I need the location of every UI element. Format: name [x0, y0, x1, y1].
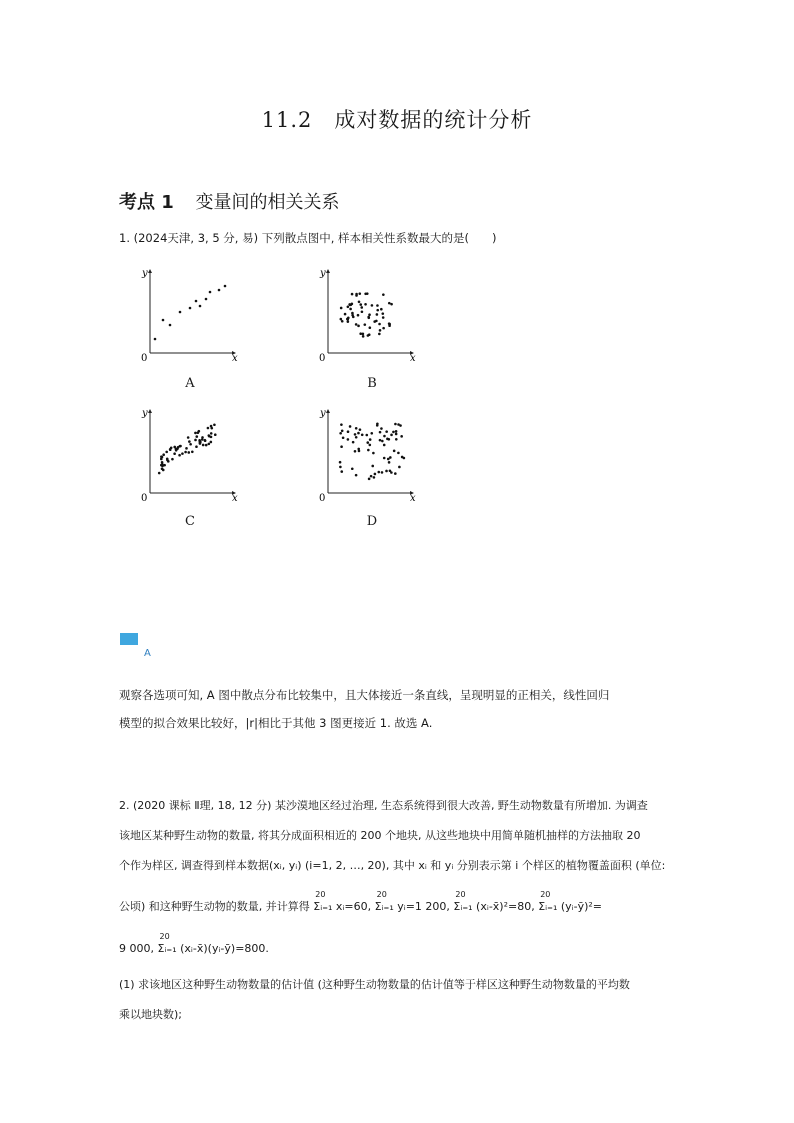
scatter-point-b — [382, 316, 385, 319]
scatter-plot-b — [318, 265, 418, 365]
scatter-point-d — [352, 441, 355, 444]
scatter-point-b — [340, 307, 343, 310]
sum-x-text: Σᵢ₌₁ xᵢ=60, — [313, 900, 372, 913]
scatter-point-d — [385, 470, 388, 473]
scatter-point-c — [189, 443, 192, 446]
section-heading — [119, 188, 340, 214]
scatter-point-d — [397, 452, 400, 455]
scatter-point-d — [347, 430, 350, 433]
scatter-point-c — [210, 425, 213, 428]
scatter-point-d — [385, 430, 388, 433]
scatter-point-d — [395, 433, 398, 436]
scatter-point-c — [214, 433, 217, 436]
scatter-point-c — [188, 440, 191, 443]
scatter-point-d — [366, 441, 369, 444]
scatter-point-b — [355, 293, 358, 296]
scatter-point-d — [367, 449, 370, 452]
scatter-point-d — [389, 456, 392, 459]
page-title: 11.2 成对数据的统计分析 — [261, 108, 533, 132]
scatter-point-a — [218, 289, 221, 292]
scatter-point-c — [195, 435, 198, 438]
scatter-point-d — [380, 427, 383, 430]
scatter-point-d — [388, 438, 391, 441]
y-axis-label-b: y — [320, 268, 326, 279]
scatter-point-b — [371, 304, 374, 307]
scatter-point-b — [373, 320, 376, 323]
scatter-point-c — [207, 434, 210, 437]
y-arrow-b — [326, 269, 330, 273]
scatter-point-c — [199, 442, 202, 445]
scatter-point-b — [388, 302, 391, 305]
scatter-point-c — [158, 472, 161, 475]
scatter-point-c — [177, 446, 180, 449]
plot-label-b: B — [367, 376, 377, 391]
answer-key: A — [144, 648, 151, 659]
scatter-point-d — [361, 433, 364, 436]
x-axis-label-c: x — [232, 493, 238, 504]
scatter-point-c — [198, 430, 201, 433]
x-axis-label-b: x — [410, 353, 416, 364]
q2-sub1-line-2: 乘以地块数); — [119, 1008, 182, 1021]
y-axis-label-d: y — [320, 408, 326, 419]
scatter-point-d — [368, 478, 371, 481]
scatter-point-c — [210, 432, 213, 435]
scatter-point-c — [173, 452, 176, 455]
sum-xx — [453, 890, 535, 914]
scatter-point-d — [395, 438, 398, 441]
scatter-point-d — [383, 457, 386, 460]
scatter-point-b — [382, 327, 385, 330]
scatter-point-d — [376, 423, 379, 426]
scatter-point-b — [341, 320, 344, 323]
scatter-point-c — [205, 444, 208, 447]
scatter-point-d — [340, 470, 343, 473]
scatter-plot-c — [140, 405, 240, 505]
scatter-point-b — [369, 326, 372, 329]
sum-top-3: 20 — [455, 890, 466, 899]
scatter-point-d — [355, 474, 358, 477]
sum-top-4: 20 — [540, 890, 551, 899]
scatter-point-c — [185, 447, 188, 450]
scatter-point-b — [347, 317, 350, 320]
scatter-point-b — [340, 318, 343, 321]
scatter-point-d — [354, 450, 357, 453]
y-axis-label-c: y — [142, 408, 148, 419]
scatter-point-c — [198, 439, 201, 442]
scatter-point-a — [224, 285, 227, 288]
scatter-point-b — [358, 300, 361, 303]
scatter-point-b — [358, 292, 361, 295]
scatter-point-c — [201, 438, 204, 441]
scatter-point-c — [169, 448, 172, 451]
origin-label-a: 0 — [141, 353, 148, 364]
scatter-point-c — [210, 436, 213, 439]
scatter-point-d — [393, 450, 396, 453]
scatter-point-d — [377, 471, 380, 474]
scatter-point-b — [381, 312, 384, 315]
scatter-point-d — [347, 438, 350, 441]
scatter-point-c — [194, 439, 197, 442]
scatter-point-d — [379, 439, 382, 442]
scatter-point-c — [195, 445, 198, 448]
scatter-point-c — [187, 436, 190, 439]
scatter-point-b — [357, 314, 360, 317]
scatter-point-b — [376, 304, 379, 307]
scatter-plot-d — [318, 405, 418, 505]
scatter-point-b — [382, 293, 385, 296]
scatter-point-d — [383, 435, 386, 438]
sum-x — [313, 890, 372, 914]
scatter-point-c — [161, 465, 164, 468]
scatter-point-d — [383, 444, 386, 447]
scatter-point-b — [390, 303, 393, 306]
q2-line-2: 该地区某种野生动物的数量, 将其分成面积相近的 200 个地块, 从这些地块中用简单随机抽样的方法抽取 20 — [119, 829, 641, 842]
scatter-point-d — [398, 466, 401, 469]
scatter-point-b — [351, 314, 354, 317]
scatter-point-b — [349, 308, 352, 311]
q2-sub1-line-1: (1) 求该地区这种野生动物数量的估计值 (这种野生动物数量的估计值等于样区这种野生动物数量的平均数 — [119, 978, 630, 991]
y-arrow-d — [326, 409, 330, 413]
scatter-point-b — [368, 333, 371, 336]
scatter-point-b — [359, 303, 362, 306]
scatter-point-d — [400, 435, 403, 438]
scatter-point-b — [367, 316, 370, 319]
scatter-point-b — [380, 308, 383, 311]
scatter-point-d — [392, 431, 395, 434]
scatter-point-c — [161, 461, 164, 464]
scatter-point-d — [374, 473, 377, 476]
scatter-point-c — [194, 432, 197, 435]
scatter-point-d — [373, 476, 376, 479]
scatter-point-b — [368, 313, 371, 316]
scatter-point-d — [401, 456, 404, 459]
q2-line-5-text: 9 000, — [119, 942, 154, 955]
scatter-point-d — [342, 436, 345, 439]
y-arrow-a — [148, 269, 152, 273]
scatter-point-a — [154, 338, 157, 341]
scatter-plot-a — [140, 265, 240, 365]
scatter-point-c — [162, 453, 165, 456]
scatter-point-b — [362, 335, 365, 338]
scatter-point-b — [362, 333, 365, 336]
scatter-point-d — [355, 427, 358, 430]
scatter-point-d — [387, 458, 390, 461]
scatter-point-d — [351, 467, 354, 470]
scatter-point-d — [390, 434, 393, 437]
scatter-point-c — [166, 459, 169, 462]
plot-label-a: A — [185, 376, 195, 391]
plot-label-d: D — [366, 514, 378, 529]
scatter-point-d — [339, 432, 342, 435]
section-label: 考点 1 — [119, 192, 174, 213]
scatter-point-b — [378, 333, 381, 336]
scatter-point-d — [388, 461, 391, 464]
scatter-point-d — [355, 436, 358, 439]
scatter-point-d — [381, 440, 384, 443]
scatter-point-d — [341, 429, 344, 432]
scatter-point-d — [354, 433, 357, 436]
scatter-point-a — [205, 298, 208, 301]
scatter-point-c — [202, 444, 205, 447]
scatter-point-d — [369, 438, 372, 441]
scatter-point-d — [339, 466, 342, 469]
sum-y-text: Σᵢ₌₁ yᵢ=1 200, — [374, 900, 450, 913]
scatter-point-a — [169, 324, 172, 327]
sum-xx-text: Σᵢ₌₁ (xᵢ-x̄)²=80, — [453, 900, 535, 913]
answer-line-1: 观察各选项可知, A 图中散点分布比较集中，且大体接近一条直线，呈现明显的正相关，线性回归 — [119, 688, 610, 702]
scatter-point-c — [171, 458, 174, 461]
sum-yy — [538, 890, 603, 914]
x-axis-label-a: x — [232, 353, 238, 364]
q2-line-5 — [119, 932, 269, 956]
scatter-point-d — [370, 432, 373, 435]
scatter-point-c — [208, 443, 211, 446]
scatter-point-a — [162, 319, 165, 322]
sum-xy-text: Σᵢ₌₁ (xᵢ-x̄)(yᵢ-ȳ)=800. — [157, 942, 269, 955]
scatter-point-d — [357, 448, 360, 451]
scatter-point-c — [213, 423, 216, 426]
scatter-point-d — [340, 445, 343, 448]
scatter-point-c — [184, 451, 187, 454]
q2-line-1: 2. (2020 课标 Ⅱ理, 18, 12 分) 某沙漠地区经过治理, 生态系统得到很大改善, 野生动物数量有所增加. 为调查 — [119, 799, 648, 812]
scatter-point-d — [370, 475, 373, 478]
x-axis-label-d: x — [410, 493, 416, 504]
scatter-point-a — [199, 305, 202, 308]
sum-top-1: 20 — [315, 890, 326, 899]
scatter-point-c — [204, 439, 207, 442]
y-axis-label-a: y — [142, 268, 148, 279]
scatter-point-b — [360, 306, 363, 309]
scatter-point-d — [359, 428, 362, 431]
scatter-point-c — [165, 451, 168, 454]
scatter-point-d — [372, 452, 375, 455]
scatter-point-d — [357, 432, 360, 435]
scatter-point-c — [173, 446, 176, 449]
scatter-point-c — [210, 441, 213, 444]
scatter-point-b — [388, 324, 391, 327]
scatter-point-d — [394, 472, 397, 475]
answer-badge-icon — [120, 633, 138, 645]
scatter-point-b — [364, 292, 367, 295]
scatter-point-c — [191, 450, 194, 453]
scatter-point-d — [340, 423, 343, 426]
scatter-point-b — [376, 309, 379, 312]
scatter-point-b — [347, 305, 350, 308]
answer-line-2: 模型的拟合效果比较好，|r|相比于其他 3 图更接近 1. 故选 A. — [119, 716, 433, 730]
q2-line-4 — [119, 890, 603, 914]
scatter-point-b — [344, 313, 347, 316]
scatter-point-b — [347, 320, 350, 323]
scatter-point-c — [187, 451, 190, 454]
scatter-point-b — [351, 293, 354, 296]
sum-y — [374, 890, 450, 914]
origin-label-b: 0 — [319, 353, 326, 364]
scatter-point-c — [181, 452, 184, 455]
plot-label-c: C — [185, 514, 195, 529]
scatter-point-d — [339, 461, 342, 464]
scatter-point-c — [160, 455, 163, 458]
scatter-point-d — [368, 444, 371, 447]
scatter-point-b — [357, 325, 360, 328]
scatter-point-c — [161, 467, 164, 470]
scatter-point-b — [355, 323, 358, 326]
scatter-point-d — [394, 423, 397, 426]
scatter-point-b — [376, 313, 379, 316]
scatter-point-b — [363, 323, 366, 326]
sum-xy — [157, 932, 269, 956]
sum-top-5: 20 — [159, 932, 170, 941]
scatter-point-a — [195, 300, 198, 303]
sum-top-2: 20 — [376, 890, 387, 899]
scatter-point-c — [207, 427, 210, 430]
scatter-point-d — [371, 465, 374, 468]
q2-line-3: 个作为样区, 调查得到样本数据(xᵢ, yᵢ) (i=1, 2, …, 20), 其中 xᵢ 和 yᵢ 分别表示第 i 个样区的植物覆盖面积 (单位: — [119, 859, 666, 872]
scatter-point-d — [365, 434, 368, 437]
scatter-point-b — [361, 310, 364, 313]
scatter-point-d — [379, 431, 382, 434]
scatter-point-b — [348, 303, 351, 306]
scatter-point-b — [378, 323, 381, 326]
scatter-point-b — [364, 303, 367, 306]
y-arrow-c — [148, 409, 152, 413]
sum-yy-text: Σᵢ₌₁ (yᵢ-ȳ)²= — [538, 900, 603, 913]
origin-label-d: 0 — [319, 493, 326, 504]
scatter-point-a — [189, 307, 192, 310]
section-title: 变量间的相关关系 — [195, 192, 340, 213]
scatter-point-a — [209, 291, 212, 294]
q2-line-4-text: 公顷) 和这种野生动物的数量, 并计算得 — [119, 900, 310, 913]
scatter-point-b — [379, 329, 382, 332]
scatter-point-d — [389, 469, 392, 472]
scatter-point-d — [381, 471, 384, 474]
question-1-stem: 1. (2024天津, 3, 5 分, 易) 下列散点图中, 样本相关性系数最大的是( ) — [119, 231, 497, 245]
scatter-point-d — [349, 425, 352, 428]
scatter-point-c — [178, 454, 181, 457]
scatter-point-d — [395, 430, 398, 433]
scatter-point-d — [399, 424, 402, 427]
origin-label-c: 0 — [141, 493, 148, 504]
scatter-point-a — [179, 311, 182, 314]
